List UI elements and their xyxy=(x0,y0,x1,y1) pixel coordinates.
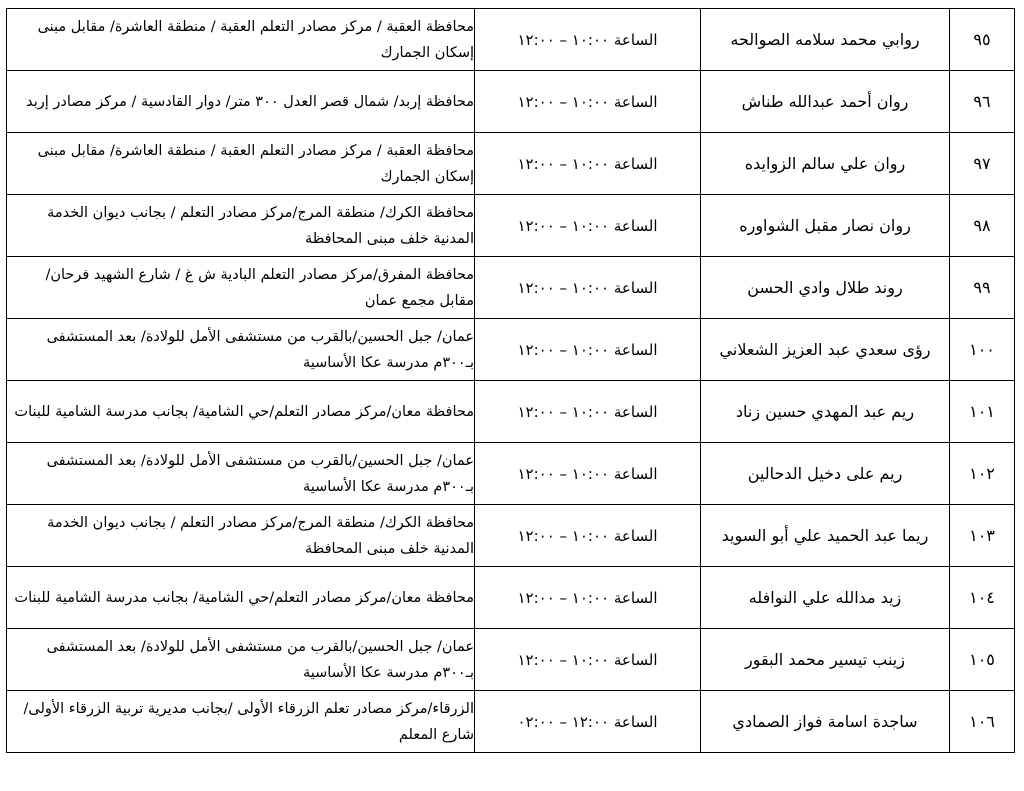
table-row xyxy=(7,443,1015,505)
exam-time: الساعة ١٢:٠٠ – ٠٢:٠٠ xyxy=(475,691,701,753)
student-name: روند طلال وادي الحسن xyxy=(701,257,950,319)
student-name: روان نصار مقبل الشواوره xyxy=(701,195,950,257)
exam-time: الساعة ١٠:٠٠ – ١٢:٠٠ xyxy=(475,629,701,691)
exam-time: الساعة ١٠:٠٠ – ١٢:٠٠ xyxy=(475,133,701,195)
exam-time: الساعة ١٠:٠٠ – ١٢:٠٠ xyxy=(475,257,701,319)
student-name: ساجدة اسامة فواز الصمادي xyxy=(701,691,950,753)
table-row xyxy=(7,567,1015,629)
exam-time: الساعة ١٠:٠٠ – ١٢:٠٠ xyxy=(475,443,701,505)
table-row xyxy=(7,319,1015,381)
row-number: ١٠٣ xyxy=(950,505,1015,567)
student-name: رؤى سعدي عبد العزيز الشعلاني xyxy=(701,319,950,381)
table-row xyxy=(7,71,1015,133)
exam-location: عمان/ جبل الحسين/بالقرب من مستشفى الأمل للولادة/ بعد المستشفى بـ٣٠٠م مدرسة عكا الأساسية xyxy=(7,443,475,505)
exam-location: الزرقاء/مركز مصادر تعلم الزرقاء الأولى /بجانب مديرية تربية الزرقاء الأولى/ شارع المعلم xyxy=(7,691,475,753)
exam-time: الساعة ١٠:٠٠ – ١٢:٠٠ xyxy=(475,381,701,443)
exam-location: محافظة إربد/ شمال قصر العدل ٣٠٠ متر/ دوار القادسية / مركز مصادر إربد xyxy=(7,71,475,133)
exam-location: محافظة الكرك/ منطقة المرج/مركز مصادر التعلم / بجانب ديوان الخدمة المدنية خلف مبنى المحافظة xyxy=(7,505,475,567)
table-row xyxy=(7,9,1015,71)
table-row xyxy=(7,195,1015,257)
schedule-table-body xyxy=(7,9,1015,753)
row-number: ٩٧ xyxy=(950,133,1015,195)
row-number: ١٠٠ xyxy=(950,319,1015,381)
exam-time: الساعة ١٠:٠٠ – ١٢:٠٠ xyxy=(475,505,701,567)
row-number: ٩٦ xyxy=(950,71,1015,133)
row-number: ٩٥ xyxy=(950,9,1015,71)
student-name: روان أحمد عبدالله طناش xyxy=(701,71,950,133)
exam-time: الساعة ١٠:٠٠ – ١٢:٠٠ xyxy=(475,9,701,71)
exam-location: محافظة العقبة / مركز مصادر التعلم العقبة / منطقة العاشرة/ مقابل مبنى إسكان الجمارك xyxy=(7,9,475,71)
exam-location: عمان/ جبل الحسين/بالقرب من مستشفى الأمل للولادة/ بعد المستشفى بـ٣٠٠م مدرسة عكا الأساسية xyxy=(7,319,475,381)
exam-time: الساعة ١٠:٠٠ – ١٢:٠٠ xyxy=(475,195,701,257)
student-name: ريم على دخيل الدحالين xyxy=(701,443,950,505)
exam-location: عمان/ جبل الحسين/بالقرب من مستشفى الأمل للولادة/ بعد المستشفى بـ٣٠٠م مدرسة عكا الأساسية xyxy=(7,629,475,691)
row-number: ١٠٢ xyxy=(950,443,1015,505)
exam-time: الساعة ١٠:٠٠ – ١٢:٠٠ xyxy=(475,71,701,133)
row-number: ١٠١ xyxy=(950,381,1015,443)
exam-time: الساعة ١٠:٠٠ – ١٢:٠٠ xyxy=(475,567,701,629)
student-name: زيد مدالله علي النوافله xyxy=(701,567,950,629)
table-row xyxy=(7,257,1015,319)
row-number: ١٠٥ xyxy=(950,629,1015,691)
exam-location: محافظة المفرق/مركز مصادر التعلم البادية ش غ / شارع الشهيد فرحان/ مقابل مجمع عمان xyxy=(7,257,475,319)
table-row xyxy=(7,133,1015,195)
student-name: ريم عبد المهدي حسين زناد xyxy=(701,381,950,443)
exam-time: الساعة ١٠:٠٠ – ١٢:٠٠ xyxy=(475,319,701,381)
exam-location: محافظة العقبة / مركز مصادر التعلم العقبة / منطقة العاشرة/ مقابل مبنى إسكان الجمارك xyxy=(7,133,475,195)
student-name: ريما عبد الحميد علي أبو السويد xyxy=(701,505,950,567)
table-row xyxy=(7,691,1015,753)
student-name: زينب تيسير محمد البقور xyxy=(701,629,950,691)
student-name: روان علي سالم الزوايده xyxy=(701,133,950,195)
table-row xyxy=(7,381,1015,443)
exam-location: محافظة معان/مركز مصادر التعلم/حي الشامية/ بجانب مدرسة الشامية للبنات xyxy=(7,567,475,629)
exam-location: محافظة الكرك/ منطقة المرج/مركز مصادر التعلم / بجانب ديوان الخدمة المدنية خلف مبنى المحافظة xyxy=(7,195,475,257)
row-number: ١٠٤ xyxy=(950,567,1015,629)
student-name: روابي محمد سلامه الصوالحه xyxy=(701,9,950,71)
table-row xyxy=(7,629,1015,691)
table-row xyxy=(7,505,1015,567)
row-number: ١٠٦ xyxy=(950,691,1015,753)
row-number: ٩٨ xyxy=(950,195,1015,257)
schedule-table xyxy=(6,8,1015,753)
exam-location: محافظة معان/مركز مصادر التعلم/حي الشامية/ بجانب مدرسة الشامية للبنات xyxy=(7,381,475,443)
row-number: ٩٩ xyxy=(950,257,1015,319)
